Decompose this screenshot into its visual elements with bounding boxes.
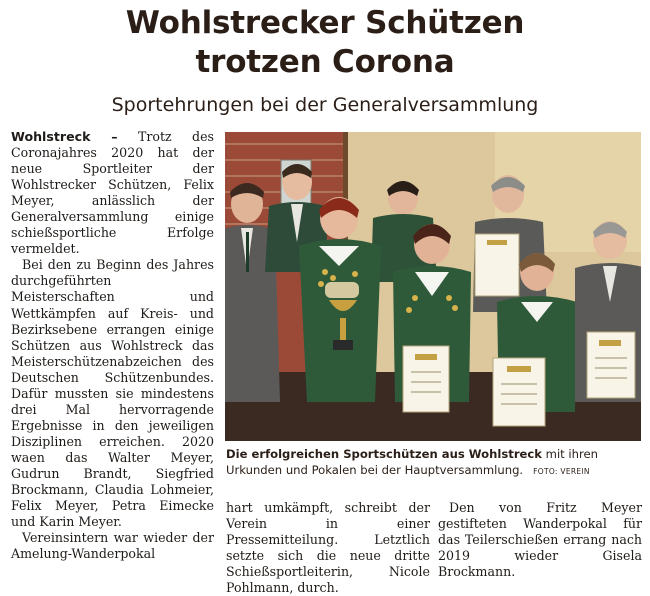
headline bbox=[0, 4, 650, 82]
subheadline: Sportehrungen bei der Generalversammlung bbox=[111, 94, 539, 116]
paragraph-2: Bei den zu Beginn des Jahres durchgeführten Meisterschaften und Wettkämpfen auf Kreis- und Bezirksebene errangen einige Schützen aus Wohlstreck das Meisterschützenabzeichen des Deutschen Schützenbundes. Dafür mussten sie mindestens drei Mal hervorragende Ergebnisse in den jeweiligen Disziplinen erreichen. 2020 waen das Walter Meyer, Gudrun Brandt, Siegfried Brockmann, Claudia Lohmeier, Felix Meyer, Petra Eimecke und Karin Meyer. bbox=[11, 257, 214, 530]
paragraph-4: Den von Fritz Meyer gestifteten Wanderpokal für das Teilerschießen errang nach 2019 wieder Gisela Brockmann. bbox=[438, 500, 642, 580]
paragraph-1 bbox=[11, 129, 214, 257]
paragraph-3-start: Vereinsintern war wieder der Amelung-Wanderpokal bbox=[11, 530, 214, 562]
text-column-1 bbox=[11, 129, 214, 562]
text-column-2 bbox=[226, 500, 430, 596]
text-column-3 bbox=[438, 500, 642, 580]
photo-credit: FOTO: VEREIN bbox=[533, 467, 590, 476]
paragraph-1-text: Trotz des Coronajahres 2020 hat der neue Sportleiter der Wohlstrecker Schützen, Felix Meyer, anlässlich der Generalversammlung einige schießsportliche Erfolge vermeldet. bbox=[11, 129, 214, 257]
group-photo bbox=[225, 132, 641, 441]
caption-bold: Die erfolgreichen Sportschützen aus Wohlstreck bbox=[226, 447, 542, 461]
certificate-back-right bbox=[475, 234, 519, 296]
dateline: Wohlstreck – bbox=[11, 129, 118, 144]
headline-line-2: trotzen Corona bbox=[195, 44, 455, 80]
photo-image bbox=[225, 132, 641, 441]
headline-line-1: Wohlstrecker Schützen bbox=[125, 5, 525, 41]
photo-caption bbox=[226, 446, 640, 480]
caption-text: mit ihren Urkunden und Pokalen bei der Hauptversammlung. bbox=[226, 447, 598, 477]
paragraph-3-end: hart umkämpft, schreibt der Verein in einer Pressemitteilung. Letztlich setzte sich die neue dritte Schießsportleiterin, Nicole Pohlmann, durch. bbox=[226, 500, 430, 596]
